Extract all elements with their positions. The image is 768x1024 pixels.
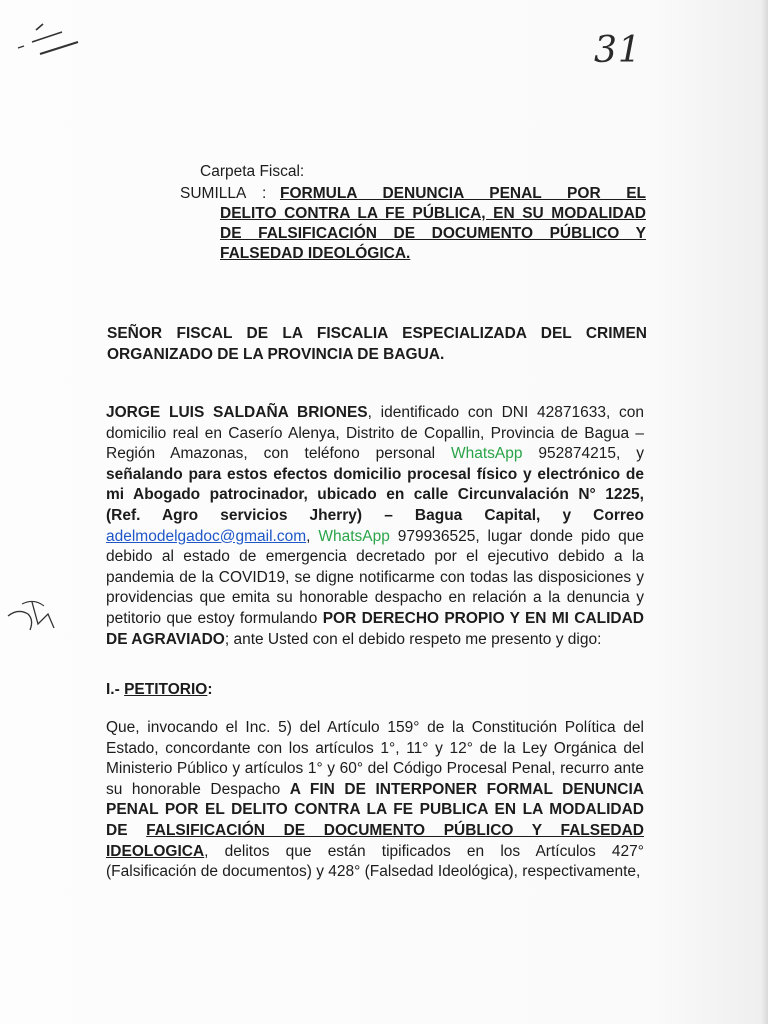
petitorio-underlined-text: IDEOLOGICA (106, 842, 205, 860)
whatsapp-label: WhatsApp (318, 527, 390, 545)
handwritten-signature-margin (4, 594, 64, 644)
petitorio-line: Que, invocando el Inc. 5) del Artículo 159° de la Constitución Política del (106, 719, 644, 736)
intro-line: señalando para estos efectos domicilio procesal físico y electrónico de (106, 465, 644, 483)
addressee (107, 323, 647, 365)
petitorio-line: (Falsificación de documentos) y 428° (Falsedad Ideológica), respectivamente, (106, 863, 641, 881)
intro-text: petitorio que estoy formulando (106, 609, 323, 627)
intro-text: , (306, 527, 319, 545)
email-link[interactable]: adelmodelgadoc@gmail.com (106, 527, 307, 545)
petitorio-line: Estado, concordante con los artículos 1°, 11° y 12° de la Ley Orgánica del (106, 739, 644, 757)
section-heading-petitorio (106, 680, 213, 700)
petitorio-text: , delitos que están tipificados en los Artículos 427° (204, 842, 644, 860)
sumilla-text (220, 184, 646, 264)
sumilla-line: DELITO CONTRA LA FE PÚBLICA, EN SU MODALIDAD (220, 205, 646, 222)
intro-text: , identificado con DNI 42871633, con (367, 404, 645, 421)
petitorio-line: Ministerio Público y artículos 1° y 60° del Código Procesal Penal, recurro ante (106, 760, 644, 778)
page-edge-shadow (760, 0, 768, 1024)
intro-line: providencias que emita su honorable despacho en relación a la denuncia y (106, 589, 644, 607)
petitorio-line (106, 821, 644, 842)
intro-line: pandemia de la COVID19, se digne notificarme con todas las disposiciones y (106, 568, 644, 586)
intro-line: mi Abogado patrocinador, ubicado en calle Circunvalación N° 1225, (106, 486, 644, 504)
petitorio-underlined-text: FALSIFICACIÓN DE DOCUMENTO PÚBLICO Y FALSEDAD (146, 821, 644, 839)
intro-text: 979936525, lugar donde pido que (389, 527, 644, 545)
addressee-line: SEÑOR FISCAL DE LA FISCALIA ESPECIALIZADA DEL CRIMEN (107, 325, 647, 342)
sumilla-colon: : (262, 185, 267, 202)
page-number-handwritten: 31 (594, 30, 642, 71)
carpeta-fiscal-label: Carpeta Fiscal: (200, 163, 305, 180)
intro-line: (Ref. Agro servicios Jherry) – Bagua Capital, y Correo (106, 506, 644, 524)
sumilla-label: SUMILLA (180, 185, 247, 202)
petitorio-line (106, 780, 644, 801)
petitorio-bold-text: DE (106, 821, 147, 839)
petitorio-bold-text: A FIN DE INTERPONER FORMAL DENUNCIA (289, 780, 644, 798)
intro-bold-text: POR DERECHO PROPIO Y EN MI CALIDAD (322, 609, 645, 627)
intro-line (106, 527, 644, 548)
petitorio-paragraph (106, 718, 644, 883)
section-prefix: I.- (106, 681, 125, 698)
petitorio-line (106, 842, 644, 863)
intro-line: debido al estado de emergencia decretado por el ejecutivo debido a la (106, 548, 644, 566)
intro-line (106, 444, 644, 465)
intro-paragraph (106, 403, 644, 650)
petitorio-text: su honorable Despacho (106, 780, 290, 798)
petitorio-line: PENAL POR EL DELITO CONTRA LA FE PUBLICA EN LA MODALIDAD (106, 801, 644, 819)
section-suffix: : (207, 681, 213, 698)
sumilla-line: FALSEDAD IDEOLÓGICA. (220, 245, 411, 262)
intro-text: Región Amazonas, con teléfono personal (106, 445, 451, 463)
sumilla-line: FORMULA DENUNCIA PENAL POR EL (280, 185, 646, 202)
section-title: PETITORIO (124, 681, 208, 698)
handwritten-mark-top (10, 14, 90, 64)
intro-line (106, 630, 644, 651)
intro-line (106, 609, 644, 630)
intro-text: ; ante Usted con el debido respeto me presento y digo: (224, 630, 602, 648)
addressee-line: ORGANIZADO DE LA PROVINCIA DE BAGUA. (107, 346, 445, 363)
complainant-name: JORGE LUIS SALDAÑA BRIONES (106, 404, 368, 421)
intro-text: 952874215, y (522, 445, 644, 463)
intro-line: domicilio real en Caserío Alenya, Distrito de Copallin, Provincia de Bagua – (106, 424, 644, 442)
whatsapp-label: WhatsApp (451, 445, 523, 463)
intro-bold-text: DE AGRAVIADO (106, 630, 225, 648)
sumilla-line: DE FALSIFICACIÓN DE DOCUMENTO PÚBLICO Y (220, 225, 646, 242)
intro-line (106, 403, 644, 424)
